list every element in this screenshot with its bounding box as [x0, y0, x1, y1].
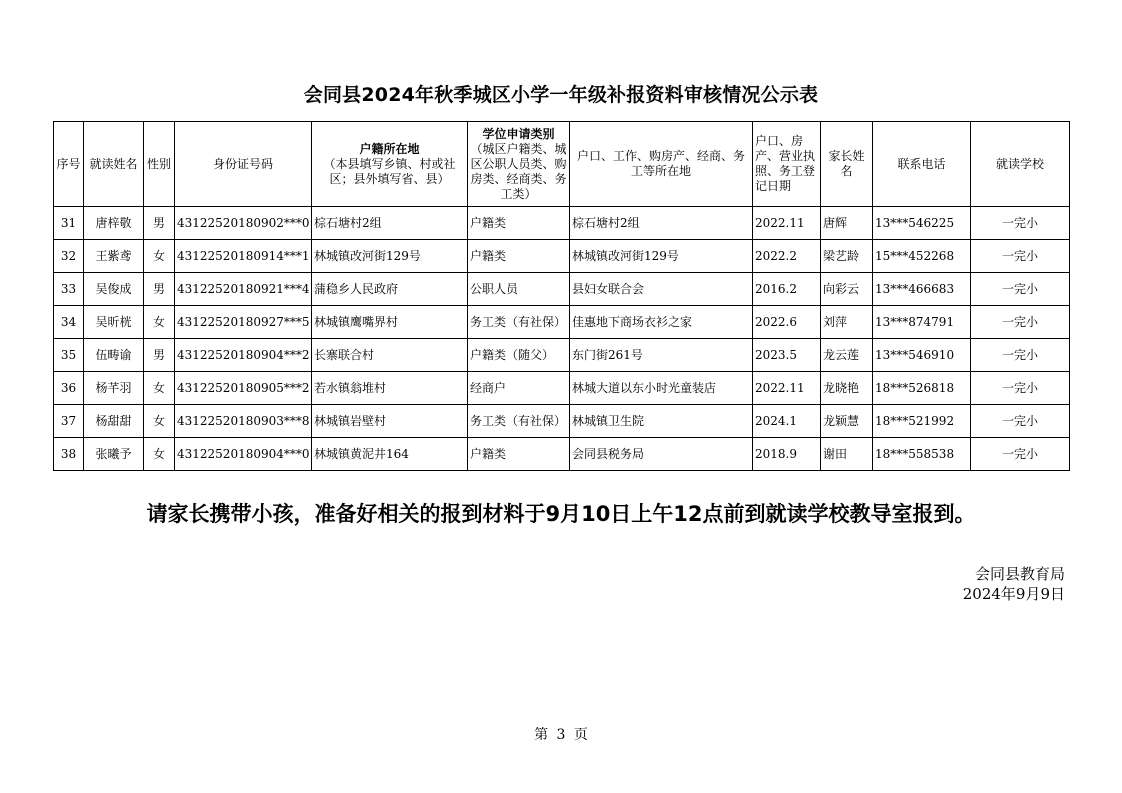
cell-location: 县妇女联合会 — [570, 273, 753, 306]
cell-date: 2022.11 — [753, 372, 821, 405]
table-row — [54, 306, 1070, 339]
header-location: 户口、工作、购房产、经商、务工等所在地 — [570, 122, 753, 207]
cell-location: 林城镇卫生院 — [570, 405, 753, 438]
cell-phone: 18***521992 — [873, 405, 971, 438]
cell-phone: 13***874791 — [873, 306, 971, 339]
cell-seq: 35 — [54, 339, 84, 372]
cell-id: 43122520180927***5 — [175, 306, 312, 339]
cell-name: 唐梓敬 — [84, 207, 144, 240]
cell-seq: 31 — [54, 207, 84, 240]
cell-category: 户籍类（随父） — [468, 339, 570, 372]
cell-id: 43122520180902***0 — [175, 207, 312, 240]
cell-phone: 18***526818 — [873, 372, 971, 405]
cell-household: 林城镇改河街129号 — [312, 240, 468, 273]
cell-category: 户籍类 — [468, 240, 570, 273]
page-number-value: 3 — [556, 727, 566, 743]
cell-household: 棕石塘村2组 — [312, 207, 468, 240]
cell-seq: 38 — [54, 438, 84, 471]
cell-location: 东门街261号 — [570, 339, 753, 372]
signature-block — [963, 564, 1065, 604]
header-phone: 联系电话 — [873, 122, 971, 207]
cell-household: 若水镇翁堆村 — [312, 372, 468, 405]
cell-parent: 刘萍 — [821, 306, 873, 339]
cell-gender: 男 — [144, 207, 175, 240]
cell-school: 一完小 — [971, 372, 1070, 405]
cell-school: 一完小 — [971, 438, 1070, 471]
cell-date: 2022.2 — [753, 240, 821, 273]
cell-category: 户籍类 — [468, 438, 570, 471]
cell-household: 林城镇鹰嘴界村 — [312, 306, 468, 339]
cell-category: 户籍类 — [468, 207, 570, 240]
header-gender: 性别 — [144, 122, 175, 207]
cell-date: 2016.2 — [753, 273, 821, 306]
header-seq: 序号 — [54, 122, 84, 207]
cell-location: 会同县税务局 — [570, 438, 753, 471]
cell-category: 务工类（有社保） — [468, 405, 570, 438]
header-parent: 家长姓名 — [821, 122, 873, 207]
header-category — [468, 122, 570, 207]
cell-parent: 梁艺龄 — [821, 240, 873, 273]
cell-school: 一完小 — [971, 207, 1070, 240]
cell-name: 吴昕桄 — [84, 306, 144, 339]
cell-parent: 龙颖慧 — [821, 405, 873, 438]
cell-id: 43122520180921***4 — [175, 273, 312, 306]
cell-parent: 谢田 — [821, 438, 873, 471]
cell-seq: 32 — [54, 240, 84, 273]
review-table — [53, 121, 1070, 471]
cell-parent: 龙晓艳 — [821, 372, 873, 405]
cell-school: 一完小 — [971, 306, 1070, 339]
cell-name: 杨芊羽 — [84, 372, 144, 405]
header-household-sub: （本县填写乡镇、村或社区；县外填写省、县） — [323, 156, 456, 186]
cell-date: 2022.6 — [753, 306, 821, 339]
cell-location: 林城大道以东小时光童装店 — [570, 372, 753, 405]
cell-date: 2022.11 — [753, 207, 821, 240]
table-row — [54, 438, 1070, 471]
cell-date: 2024.1 — [753, 405, 821, 438]
signature-date: 2024年9月9日 — [962, 585, 1065, 603]
header-household-main: 户籍所在地 — [359, 141, 420, 156]
cell-school: 一完小 — [971, 339, 1070, 372]
registration-notice: 请家长携带小孩，准备好相关的报到材料于9月10日上午12点前到就读学校教导室报到。 — [146, 502, 976, 526]
header-school: 就读学校 — [971, 122, 1070, 207]
cell-gender: 男 — [144, 339, 175, 372]
cell-location: 佳惠地下商场衣衫之家 — [570, 306, 753, 339]
cell-id: 43122520180905***2 — [175, 372, 312, 405]
cell-name: 吴俊成 — [84, 273, 144, 306]
cell-gender: 女 — [144, 240, 175, 273]
page-prefix: 第 — [534, 727, 549, 743]
cell-name: 杨甜甜 — [84, 405, 144, 438]
cell-name: 伍畴谕 — [84, 339, 144, 372]
cell-id: 43122520180914***1 — [175, 240, 312, 273]
cell-gender: 女 — [144, 306, 175, 339]
cell-id: 43122520180903***8 — [175, 405, 312, 438]
cell-name: 张曦予 — [84, 438, 144, 471]
cell-gender: 男 — [144, 273, 175, 306]
cell-phone: 15***452268 — [873, 240, 971, 273]
cell-school: 一完小 — [971, 273, 1070, 306]
cell-seq: 33 — [54, 273, 84, 306]
cell-category: 经商户 — [468, 372, 570, 405]
cell-id: 43122520180904***2 — [175, 339, 312, 372]
cell-phone: 18***558538 — [873, 438, 971, 471]
header-category-main: 学位申请类别 — [482, 126, 555, 141]
table-row — [54, 207, 1070, 240]
page-number — [0, 724, 1122, 744]
table-row — [54, 405, 1070, 438]
cell-name: 王紫鸢 — [84, 240, 144, 273]
header-date: 户口、房产、营业执照、务工登记日期 — [753, 122, 821, 207]
cell-location: 棕石塘村2组 — [570, 207, 753, 240]
cell-seq: 34 — [54, 306, 84, 339]
table-row — [54, 372, 1070, 405]
cell-household: 蒲稳乡人民政府 — [312, 273, 468, 306]
header-name: 就读姓名 — [84, 122, 144, 207]
cell-school: 一完小 — [971, 240, 1070, 273]
header-category-sub: （城区户籍类、城区公职人员类、购房类、经商类、务工类） — [470, 141, 567, 201]
table-row — [54, 339, 1070, 372]
header-id: 身份证号码 — [175, 122, 312, 207]
cell-category: 公职人员 — [468, 273, 570, 306]
cell-school: 一完小 — [971, 405, 1070, 438]
cell-location: 林城镇改河街129号 — [570, 240, 753, 273]
page-suffix: 页 — [573, 727, 588, 743]
cell-gender: 女 — [144, 438, 175, 471]
table-row — [54, 273, 1070, 306]
cell-household: 长寨联合村 — [312, 339, 468, 372]
cell-seq: 37 — [54, 405, 84, 438]
header-household — [312, 122, 468, 207]
cell-gender: 女 — [144, 405, 175, 438]
cell-phone: 13***546225 — [873, 207, 971, 240]
cell-date: 2018.9 — [753, 438, 821, 471]
cell-seq: 36 — [54, 372, 84, 405]
cell-gender: 女 — [144, 372, 175, 405]
cell-parent: 龙云莲 — [821, 339, 873, 372]
cell-id: 43122520180904***0 — [175, 438, 312, 471]
cell-category: 务工类（有社保） — [468, 306, 570, 339]
document-title: 会同县2024年秋季城区小学一年级补报资料审核情况公示表 — [303, 84, 819, 106]
cell-phone: 13***546910 — [873, 339, 971, 372]
cell-household: 林城镇黄泥井164 — [312, 438, 468, 471]
table-row — [54, 240, 1070, 273]
cell-household: 林城镇岩壁村 — [312, 405, 468, 438]
signature-org: 会同县教育局 — [974, 565, 1065, 583]
cell-phone: 13***466683 — [873, 273, 971, 306]
cell-parent: 唐辉 — [821, 207, 873, 240]
cell-parent: 向彩云 — [821, 273, 873, 306]
table-header-row — [54, 122, 1070, 207]
cell-date: 2023.5 — [753, 339, 821, 372]
